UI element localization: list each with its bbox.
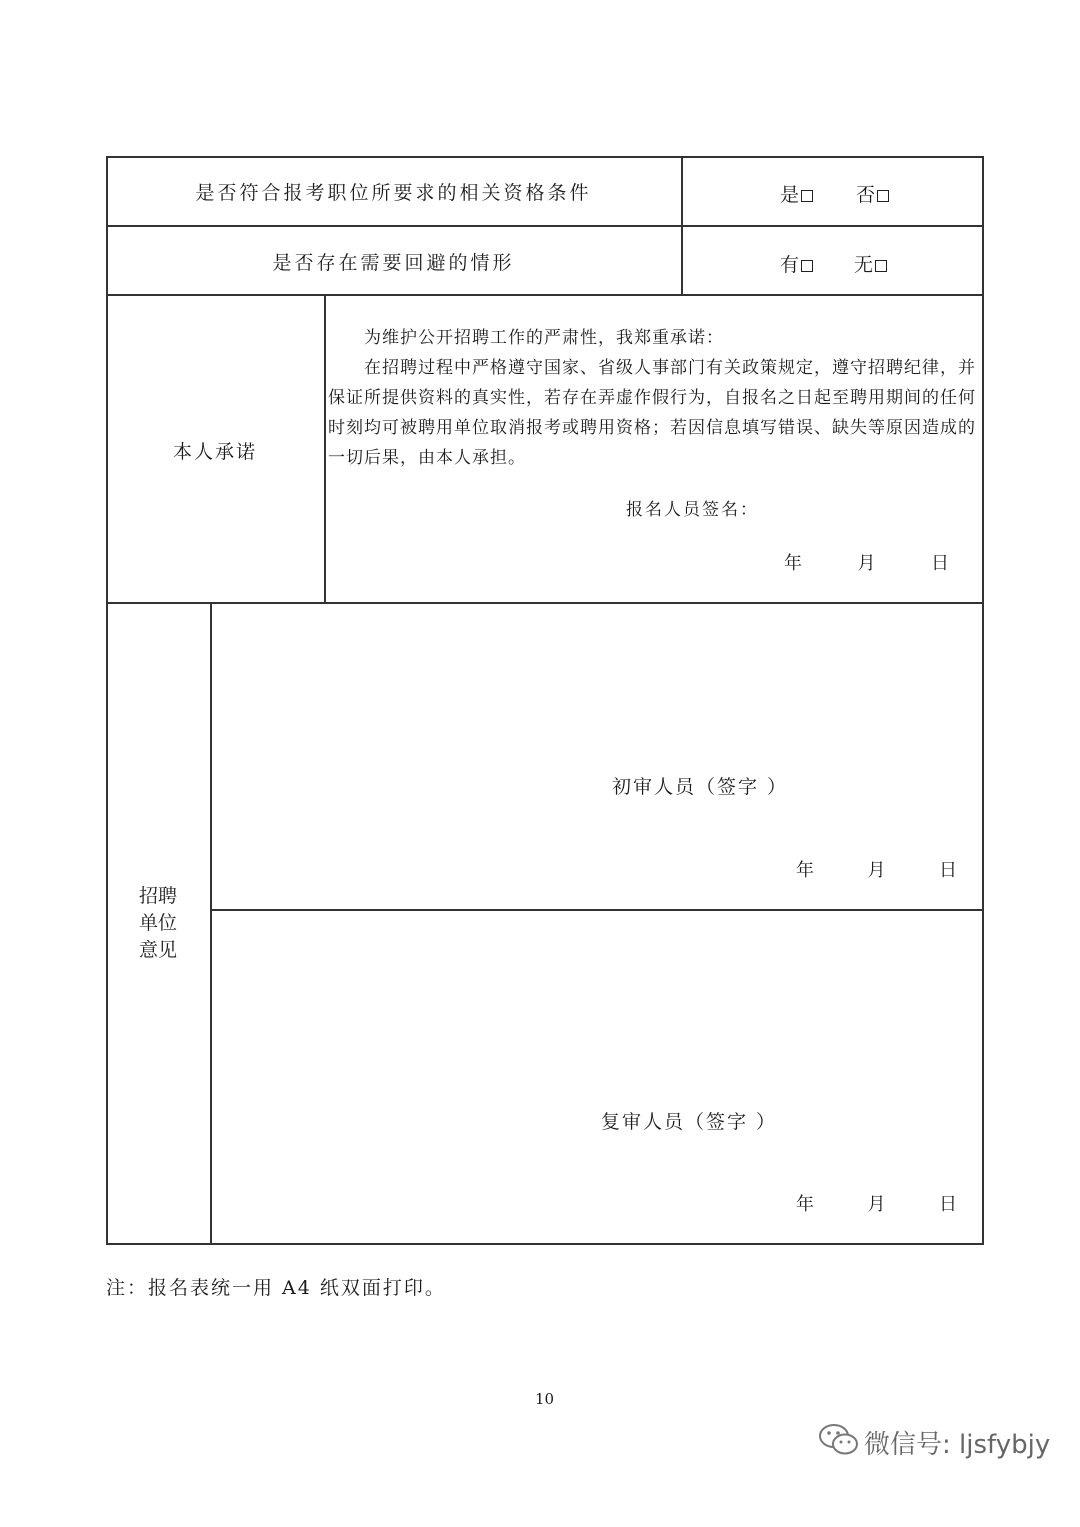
table-border-bottom bbox=[106, 1243, 984, 1245]
page-number: 10 bbox=[535, 1390, 555, 1408]
re-review-year: 年 bbox=[796, 1194, 814, 1215]
avoidance-question: 是否存在需要回避的情形 bbox=[272, 252, 515, 274]
employer-opinion-label-line-3: 意见 bbox=[138, 939, 177, 961]
table-border-left bbox=[106, 156, 108, 1244]
initial-review-month: 月 bbox=[867, 860, 886, 881]
employer-opinion-label-line-2: 单位 bbox=[138, 912, 177, 934]
row-divider-3 bbox=[106, 602, 984, 604]
re-review-date bbox=[796, 1190, 957, 1216]
avoidance-yes-label: 有 bbox=[780, 254, 800, 276]
commitment-column-divider bbox=[324, 294, 326, 603]
avoidance-yes-option[interactable] bbox=[780, 250, 813, 277]
initial-review-year: 年 bbox=[796, 860, 814, 881]
commitment-para-2-line-4: 一切后果，由本人承担。 bbox=[328, 448, 526, 468]
opinion-column-divider bbox=[210, 602, 212, 1244]
qualification-no-checkbox[interactable] bbox=[877, 190, 889, 202]
commitment-text bbox=[328, 323, 980, 473]
re-review-month: 月 bbox=[867, 1194, 886, 1215]
commitment-day: 日 bbox=[930, 553, 949, 574]
row-divider-4 bbox=[210, 909, 984, 911]
print-note: 注：报名表统一用 A4 纸双面打印。 bbox=[106, 1277, 446, 1299]
wechat-icon bbox=[818, 1422, 860, 1458]
commitment-label: 本人承诺 bbox=[172, 441, 257, 463]
avoidance-no-label: 无 bbox=[854, 254, 874, 276]
initial-review-date bbox=[796, 856, 957, 882]
commitment-para-2-line-1: 在招聘过程中严格遵守国家、省级人事部门有关政策规定，遵守招聘纪律，并 bbox=[364, 358, 976, 378]
employer-opinion-label-line-1: 招聘 bbox=[138, 885, 177, 907]
table-border-right bbox=[982, 156, 984, 1244]
qualification-yes-label: 是 bbox=[780, 184, 800, 206]
commitment-para-1: 为维护公开招聘工作的严肃性，我郑重承诺： bbox=[364, 328, 724, 348]
qualification-no-label: 否 bbox=[856, 184, 876, 206]
applicant-signature-label: 报名人员签名： bbox=[626, 500, 759, 520]
qualification-question: 是否符合报考职位所要求的相关资格条件 bbox=[195, 182, 592, 204]
commitment-year: 年 bbox=[784, 553, 802, 574]
commitment-para-2-line-2: 保证所提供资料的真实性，若存在弄虚作假行为，自报名之日起至聘用期间的任何 bbox=[328, 388, 976, 408]
re-review-day: 日 bbox=[938, 1194, 957, 1215]
qualification-no-option[interactable] bbox=[856, 180, 889, 207]
row-divider-2 bbox=[106, 294, 984, 296]
wechat-id-watermark: 微信号: ljsfybjy bbox=[864, 1430, 1051, 1460]
initial-reviewer-signature: 初审人员（签字 ） bbox=[612, 776, 789, 798]
avoidance-no-option[interactable] bbox=[854, 250, 887, 277]
commitment-month: 月 bbox=[857, 553, 876, 574]
avoidance-yes-checkbox[interactable] bbox=[801, 260, 813, 272]
employer-opinion-label bbox=[138, 883, 178, 964]
avoidance-no-checkbox[interactable] bbox=[875, 260, 887, 272]
table-border-top bbox=[106, 156, 984, 158]
commitment-para-2-line-3: 时刻均可被聘用单位取消报考或聘用资格；若因信息填写错误、缺失等原因造成的 bbox=[328, 418, 976, 438]
qualification-yes-option[interactable] bbox=[780, 180, 813, 207]
qualification-yes-checkbox[interactable] bbox=[801, 190, 813, 202]
option-column-divider bbox=[681, 156, 683, 295]
commitment-date bbox=[784, 549, 949, 575]
re-reviewer-signature: 复审人员（签字 ） bbox=[601, 1111, 778, 1133]
row-divider-1 bbox=[106, 225, 984, 227]
initial-review-day: 日 bbox=[938, 860, 957, 881]
